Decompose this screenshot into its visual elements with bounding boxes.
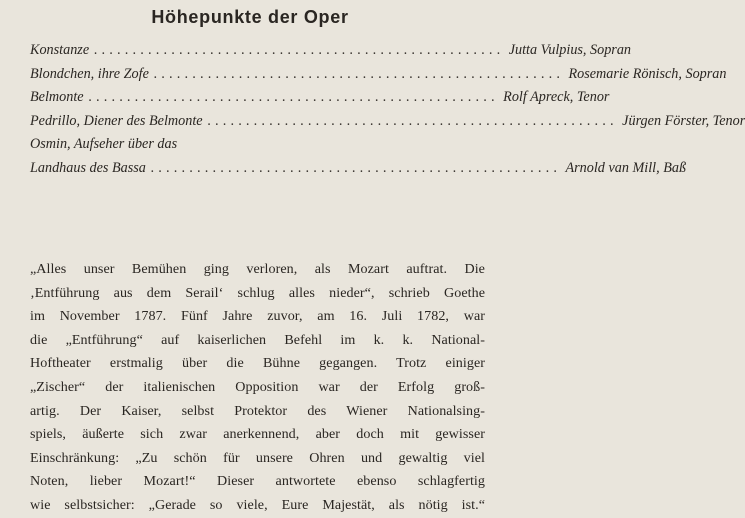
page-title: Höhepunkte der Oper [151,7,349,27]
text-line: Noten, lieber Mozart!“ Dieser antwortete ebenso schlagfertig [30,473,485,490]
leader-dots: ..................................................... [153,65,565,82]
cast-row [30,89,610,113]
text-line: die „Entführung“ auf kaiserlichen Befehl im k. k. National- [30,331,485,348]
text-line: Einschränkung: „Zu schön für unsere Ohren und gewaltig viel [30,449,485,466]
leader-dots: ..................................................... [94,42,505,58]
leader-dots: ..................................................... [150,159,562,176]
text-line: artig. Der Kaiser, selbst Protektor des Wiener Nationalsing- [30,402,485,419]
cast-singer: Arnold van Mill, Baß [565,159,687,176]
leader-dots: ..................................................... [207,112,619,129]
leader-dots: ..................................................... [88,89,500,105]
cast-role: Blondchen, ihre Zofe [30,65,149,82]
text-line: „Alles unser Bemühen ging verloren, als Mozart auftrat. Die [30,261,485,277]
cast-role: Osmin, Aufseher über das [30,136,178,152]
text-line: ‚Entführung aus dem Serail‘ schlug alles nieder“, schrieb Goethe [30,284,485,301]
cast-row [30,42,632,66]
text-line: wie selbstsicher: „Gerade so viele, Eure Majestät, als nötig ist.“ [30,496,485,513]
cast-role: Belmonte [30,89,84,105]
cast-list [30,42,745,183]
cast-row [30,65,727,90]
cast-role: Landhaus des Bassa [30,159,146,176]
text-line: im November 1787. Fünf Jahre zuvor, am 16. Juli 1782, war [30,308,485,325]
text-line: „Zischer“ der italienischen Opposition war der Erfolg groß- [30,378,485,395]
cast-row [30,112,745,137]
cast-role: Pedrillo, Diener des Belmonte [30,112,203,129]
cast-row [30,136,484,160]
cast-role: Konstanze [30,42,90,58]
cast-singer: Jürgen Förster, Tenor [622,112,745,129]
cast-row [30,159,687,184]
body-text [30,258,485,518]
text-line: Hoftheater erstmalig über die Bühne gegangen. Trotz einiger [30,355,485,372]
cast-singer: Rolf Apreck, Tenor [503,89,610,105]
text-line: spiels, äußerte sich zwar anerkennend, aber doch mit gewisser [30,426,485,443]
cast-singer: Rosemarie Rönisch, Sopran [568,65,727,82]
cast-singer: Jutta Vulpius, Sopran [508,42,632,58]
